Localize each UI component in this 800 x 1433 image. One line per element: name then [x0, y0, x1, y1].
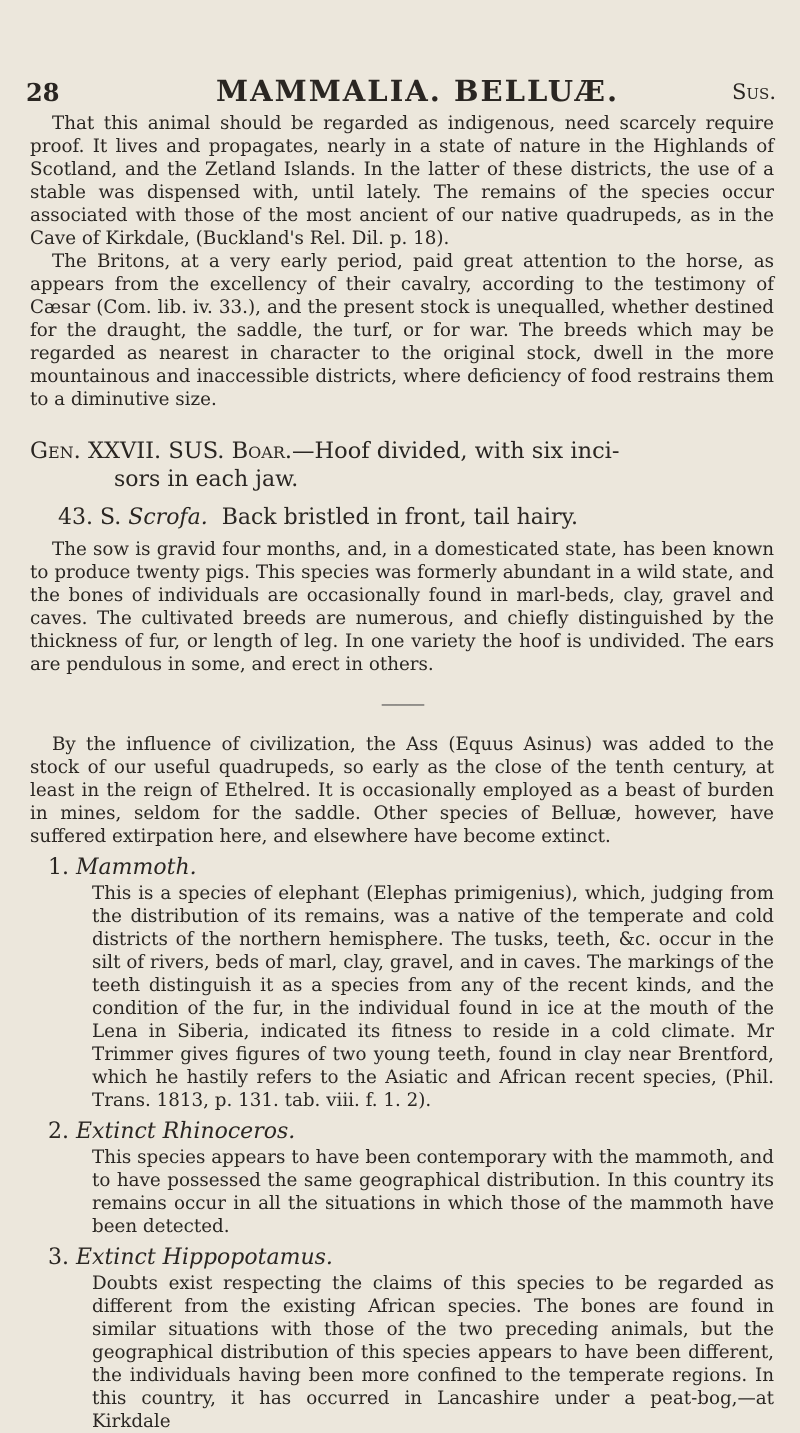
genus-description-cont: sors in each jaw.	[114, 467, 299, 492]
page-title: MAMMALIA. BELLUÆ.	[216, 74, 620, 108]
genus-heading	[30, 437, 774, 494]
extinct-item-body: Doubts exist respecting the claims of this species to be regarded as different from the existing African species. The bones are found in similar situations with those of the two preceding animals, but the geographical distribution of this species appears to have been different, the individuals having been more confined to the temperate regions. In this country, it has occurred in Lancashire under a peat-bog,—at Kirkdale	[92, 1273, 774, 1432]
species-description: The sow is gravid four months, and, in a domesticated state, has been known to produce twenty pigs. This species was formerly abundant in a wild state, and the bones of individuals are occasionally found in marl-beds, clay, gravel and caves. The cultivated breeds are numerous, and chiefly distinguished by the thickness of fur, or length of leg. In one variety the hoof is undivided. The ears are pendulous in some, and erect in others.	[30, 539, 774, 675]
page-body	[30, 112, 774, 1433]
extinct-item-body: This species appears to have been contemporary with the mammoth, and to have possessed the same geographical distribution. In this country its remains occur in all the situations in which those of the mammoth have been detected.	[92, 1147, 774, 1237]
extinct-intro: By the influence of civilization, the Ass (Equus Asinus) was added to the stock of our useful quadrupeds, so early as the close of the tenth century, at least in the reign of Ethelred. It is occasionally employed as a beast of burden in mines, seldom for the saddle. Other species of Belluæ, however, have suffered extirpation here, and elsewhere have become extinct.	[30, 734, 774, 847]
extinct-item-title: 3. Extinct Hippopotamus.	[48, 1245, 333, 1270]
running-header	[26, 74, 776, 110]
genus-description: —Hoof divided, with six inci-	[292, 438, 620, 464]
section-divider: ———	[381, 694, 423, 713]
species-diagnosis: Back bristled in front, tail hairy.	[221, 505, 578, 530]
running-genus: Sus.	[732, 80, 776, 104]
species-abbr: S.	[100, 505, 122, 530]
genus-name: Boar.	[231, 438, 293, 464]
extinct-item-body: This is a species of elephant (Elephas primigenius), which, judging from the distribution of its remains, was a native of the temperate and cold districts of the northern hemisphere. The tusks, teeth, &c. occur in the silt of rivers, beds of marl, clay, gravel, and in caves. The markings of the teeth distinguish it as a species from any of the recent kinds, and the condition of the fur, in the individual found in ice at the mouth of the Lena in Siberia, indicated its fitness to reside in a cold climate. Mr Trimmer gives figures of two young teeth, found in clay near Brentford, which he hastily refers to the Asiatic and African recent species, (Phil. Trans. 1813, p. 131. tab. viii. f. 1. 2).	[92, 883, 774, 1111]
intro-paragraph-2: The Britons, at a very early period, paid great attention to the horse, as appears from the excellency of their cavalry, according to the testimony of Cæsar (Com. lib. iv. 33.), and the present stock is unequalled, whether destined for the draught, the saddle, the turf, or for war. The breeds which may be regarded as nearest in character to the original stock, dwell in the more mountainous and inaccessible districts, where deficiency of food restrains them to a diminutive size.	[30, 251, 774, 410]
page-number: 28	[26, 78, 60, 107]
extinct-item-title: 2. Extinct Rhinoceros.	[48, 1119, 296, 1144]
genus-label: Gen. XXVII. SUS.	[30, 438, 225, 464]
intro-paragraph-1: That this animal should be regarded as indigenous, need scarcely require proof. It lives and propagates, nearly in a state of nature in the Highlands of Scotland, and the Zetland Islands. In the latter of these districts, the use of a stable was dispensed with, until lately. The remains of the species occur associated with those of the most ancient of our native quadrupeds, as in the Cave of Kirkdale, (Buckland's Rel. Dil. p. 18).	[30, 113, 774, 249]
extinct-item-title: 1. Mammoth.	[48, 855, 197, 880]
species-name: Scrofa.	[128, 505, 208, 530]
species-heading	[30, 504, 774, 532]
species-number: 43.	[58, 505, 93, 530]
